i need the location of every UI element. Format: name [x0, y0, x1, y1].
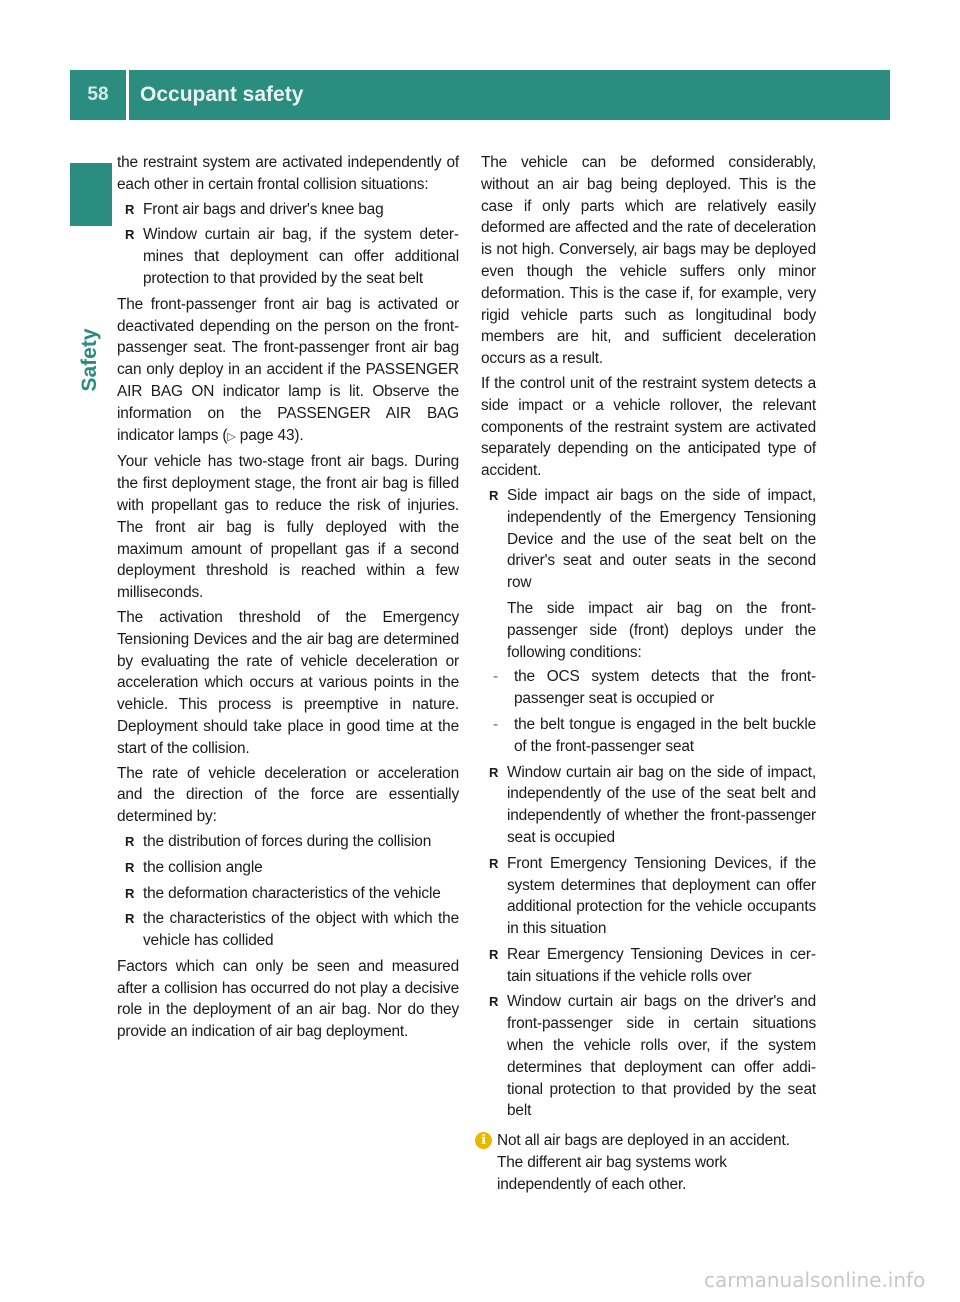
info-note — [481, 1130, 816, 1195]
list-item: R the collision angle — [117, 857, 459, 879]
list-item: R Window curtain air bags on the driver's and front-passenger side in certain situations when the vehicle rolls over, if the system determines that deployment can offer additional protection to that provided by the seat belt — [481, 991, 816, 1122]
right-column — [481, 152, 816, 1196]
factors-paragraph: Factors which can only be seen and measured after a collision has occurred do not play a decisive role in the deployment of an air bag. Nor do they provide an indication of air bag deployment. — [117, 957, 459, 1041]
list-item: R Front air bags and driver's knee bag — [117, 199, 459, 221]
bullet-mark — [125, 883, 134, 905]
page-reference-link[interactable]: page 43). — [235, 426, 304, 444]
two-stage-paragraph: Your vehicle has two-stage front air bags. During the first deployment stage, the front air bag is filled with propellant gas to reduce the risk of injuries. The front air bag is fully deployed with the maximum amount of propellant gas if a second deployment threshold is reached within a few milliseconds. — [117, 453, 459, 602]
dash-item: - the belt tongue is engaged in the belt buckle of the front-passenger seat — [481, 714, 816, 758]
bullet-mark — [489, 991, 498, 1013]
list-item: R the deformation characteristics of the vehicle — [117, 883, 459, 905]
left-column — [117, 152, 459, 1046]
bullet-mark — [125, 857, 134, 879]
deceleration-paragraph: The rate of vehicle deceleration or acceleration and the direction of the force are essentially determined by: — [117, 764, 459, 826]
bullet-mark — [489, 853, 498, 875]
bullet-mark — [125, 199, 134, 221]
passenger-airbag-paragraph: The front-passenger front air bag is activated or deactivated depending on the person on the front-passenger seat. The front-passenger front air bag can only deploy in an accident if the PASSENGER AIR BAG ON indicator lamp is lit. Observe the information on the PASSENGER AIR BAG indicator lamps (▷ page 43). — [117, 295, 459, 444]
list-item: R the characteristics of the object with which the vehicle has collided — [117, 908, 459, 952]
bullet-mark — [489, 944, 498, 966]
bullet-mark — [125, 831, 134, 853]
list-item: R Window curtain air bag, if the system determines that deployment can offer additional protection to that provided by the seat belt — [117, 224, 459, 289]
bullet-mark — [125, 224, 134, 246]
page-ref-arrow-icon: ▷ — [227, 430, 236, 443]
deformation-paragraph: The vehicle can be deformed considerably, without an air bag being deployed. This is the case if only parts which are relatively easily deformed are affected and the rate of deceleration is not high. Conversely, air bags may be deployed even though the vehicle suffers only minor deformation. This is the case if, for example, very rigid vehicle parts such as longitudinal body members are hit, and sufficient deceleration occurs as a result. — [481, 154, 816, 368]
page-number: 58 — [87, 84, 109, 105]
info-icon: i — [475, 1132, 492, 1149]
list-item: R Window curtain air bag on the side of impact, independently of the use of the seat belt and independently of whether the front-passenger seat is occupied — [481, 762, 816, 849]
bullet-mark — [125, 908, 134, 930]
bullet-mark — [489, 485, 498, 507]
side-tab-block — [70, 163, 112, 226]
dash-item: - the OCS system detects that the front-passenger seat is occupied or — [481, 666, 816, 710]
info-note-text: Not all air bags are deployed in an accident. The different air bag systems work independently of each other. — [497, 1132, 790, 1193]
header-divider — [126, 70, 129, 120]
intro-paragraph: the restraint system are activated independently of each other in certain frontal collision situations: — [117, 154, 459, 193]
dash-mark — [493, 714, 498, 736]
activation-threshold-paragraph: The activation threshold of the Emergency Tensioning Devices and the air bag are determined by evaluating the rate of vehicle deceleration or acceleration which occurs at various points in the vehicle. This process is preemptive in nature. Deployment should take place in good time at the start of the collision. — [117, 608, 459, 757]
list-item: R Side impact air bags on the side of impact, independently of the Emergency Tensioning Device and the use of the seat belt on the driver's seat and outer seats in the second row — [481, 485, 816, 594]
side-impact-paragraph: If the control unit of the restraint system detects a side impact or a vehicle rollover, the relevant components of the restraint system are activated separately depending on the anticipated type of accident. — [481, 374, 816, 480]
list-item: R Front Emergency Tensioning Devices, if the system determines that deployment can offer additional protection for the vehicle occupants in this situation — [481, 853, 816, 940]
bullet-mark — [489, 762, 498, 784]
watermark: carmanualsonline.info — [704, 1268, 926, 1292]
list-item: R Rear Emergency Tensioning Devices in certain situations if the vehicle rolls over — [481, 944, 816, 988]
section-title: Occupant safety — [140, 83, 304, 106]
list-item: R the distribution of forces during the collision — [117, 831, 459, 853]
bullet-subparagraph: The side impact air bag on the front-passenger side (front) deploys under the following conditions: — [507, 599, 816, 661]
dash-mark — [493, 666, 498, 688]
side-tab-label: Safety — [78, 328, 101, 392]
